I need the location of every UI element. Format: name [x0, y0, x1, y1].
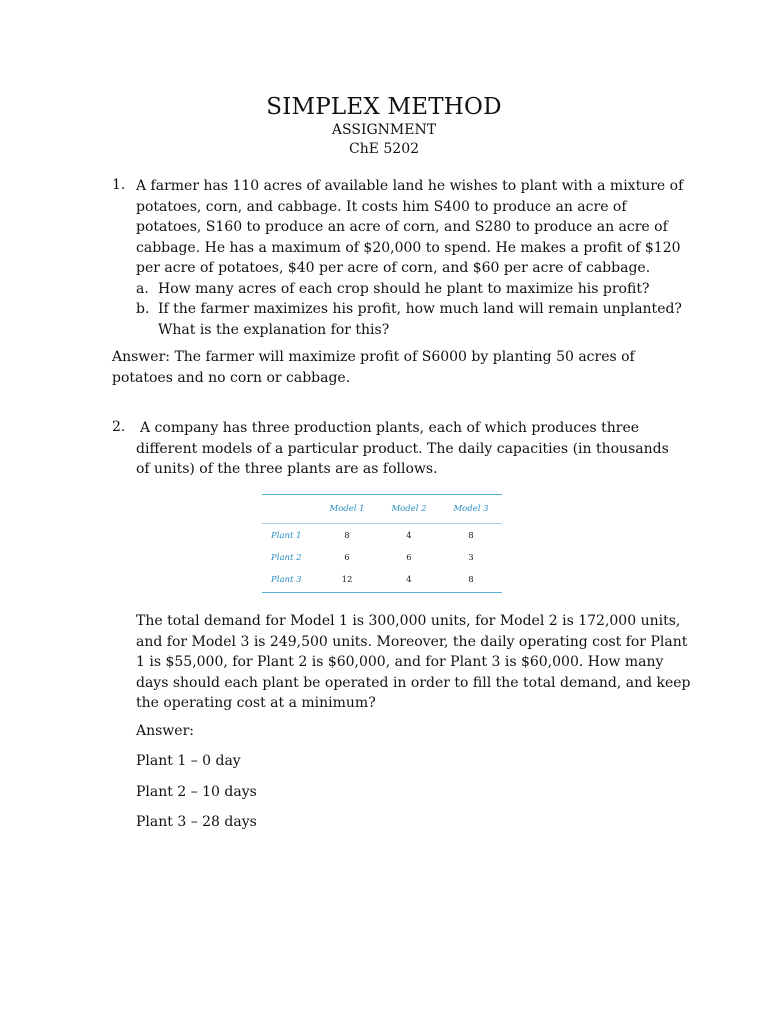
part-a-text: How many acres of each crop should he plant to maximize his profit? [158, 280, 650, 297]
question-1 [136, 176, 684, 340]
table-row [262, 568, 502, 592]
answer-plant-1: Plant 1 – 0 day [136, 753, 241, 769]
question-1-text: A farmer has 110 acres of available land he wishes to plant with a mixture of potatoes, corn, and cabbage. It costs him S400 to produce an acre of potatoes, S160 to produce an acre of corn, and S280 to produce an acre of cabbage. He has a maximum of $20,000 to spend. He makes a profit of $120 per acre of potatoes, $40 per acre of corn, and $60 per acre of cabbage. [136, 178, 684, 276]
column-header-model-3: Model 3 [440, 495, 502, 524]
question-1-part-b [136, 299, 684, 340]
part-a-label: a. [136, 280, 149, 297]
table-cell: 3 [468, 552, 474, 563]
table-cell: 8 [468, 530, 474, 541]
table-cell: 12 [341, 575, 353, 585]
table-corner [262, 495, 316, 524]
question-2-text: A company has three production plants, each of which produces three different models of a particular product. The daily capacities (in thousands of units) of the three plants are as follows. [136, 420, 669, 477]
answer-plant-2: Plant 2 – 10 days [136, 784, 257, 800]
part-b-label: b. [136, 301, 150, 317]
table-row [262, 548, 502, 569]
column-header-model-1: Model 1 [316, 495, 378, 524]
question-2 [136, 418, 684, 480]
document-subtitle: ASSIGNMENT [331, 122, 437, 138]
question-2-paragraph: The total demand for Model 1 is 300,000 units, for Model 2 is 172,000 units, and for Model 3 is 249,500 units. Moreover, the daily operating cost for Plant 1 is $55,000, for Plant 2 is $60,000, and for Plant 3 is $60,000. How many days should each plant be operated in order to fill the total demand, and keep the operating cost at a minimum? [136, 613, 691, 711]
table-cell: 6 [406, 552, 412, 563]
table-cell: 8 [468, 575, 474, 585]
table-header-row [262, 495, 502, 524]
question-2-number: 2. [112, 419, 126, 435]
question-1-part-a [136, 279, 684, 300]
part-b-text: If the farmer maximizes his profit, how much land will remain unplanted? What is the explanation for this? [158, 301, 682, 338]
question-1-number: 1. [112, 177, 126, 193]
table-cell: 4 [406, 530, 412, 541]
row-header-plant-1: Plant 1 [271, 530, 302, 541]
column-header-model-2: Model 2 [378, 495, 440, 524]
table-cell: 6 [344, 552, 350, 563]
capacity-table [262, 494, 502, 593]
course-code: ChE 5202 [348, 141, 420, 157]
table-row [262, 524, 502, 548]
row-header-plant-3: Plant 3 [271, 575, 302, 585]
question-1-parts [136, 279, 684, 341]
row-header-plant-2: Plant 2 [271, 552, 302, 563]
table-cell: 8 [344, 530, 350, 541]
table-cell: 4 [406, 575, 412, 585]
question-2-answer-label: Answer: [136, 723, 194, 739]
question-1-answer: Answer: The farmer will maximize profit of S6000 by planting 50 acres of potatoes and no corn or cabbage. [112, 349, 635, 386]
document-title: SIMPLEX METHOD [266, 94, 502, 120]
answer-plant-3: Plant 3 – 28 days [136, 814, 257, 830]
